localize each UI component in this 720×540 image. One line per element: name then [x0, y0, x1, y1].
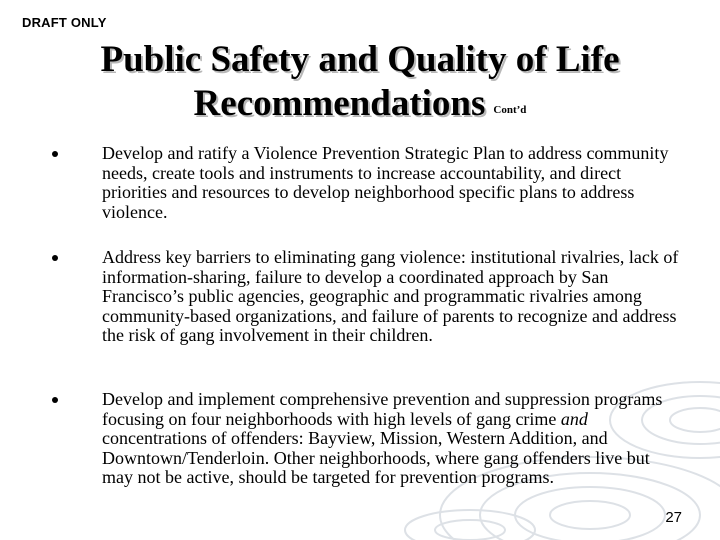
- bullet-text-part: Develop and implement comprehensive prevention and suppression programs focusing on four neighborhoods with high levels of gang crime: [102, 389, 663, 429]
- bullet-text: Develop and ratify a Violence Prevention Strategic Plan to address community needs, create tools and instruments to increase accountability, and direct priorities and resources to develop neighborhood specific plans to address violence.: [102, 143, 669, 222]
- title-line-1: Public Safety and Quality of Life: [100, 39, 620, 80]
- bullet-text-emphasis: and: [560, 408, 588, 429]
- bullet-dot-icon: [52, 397, 58, 403]
- slide-title: [60, 38, 660, 134]
- title-line-2-text: Recommendations: [193, 83, 486, 124]
- bullet-item: [52, 144, 680, 222]
- title-line-2: [60, 82, 660, 134]
- bullet-text: [102, 390, 680, 488]
- bullet-text-part: concentrations of offenders: Bayview, Mission, Western Addition, and Downtown/Tenderloin. Other neighborhoods, where gang offenders live but may not be active, should be targeted for prevention programs.: [102, 428, 650, 487]
- bullet-dot-icon: [52, 151, 58, 157]
- bullet-text: Address key barriers to eliminating gang violence: institutional rivalries, lack of information-sharing, failure to develop a coordinated approach by San Francisco’s public agencies, geographic and programmatic rivalries among community-based organizations, and failure of parents to recognize and address the risk of gang involvement in their children.: [102, 247, 679, 345]
- bullet-dot-icon: [52, 255, 58, 261]
- draft-watermark: DRAFT ONLY: [22, 15, 107, 30]
- bullet-item: [52, 390, 680, 488]
- page-number: 27: [665, 509, 682, 526]
- title-continued-label: Cont’d: [493, 104, 527, 116]
- bullet-item: [52, 248, 680, 346]
